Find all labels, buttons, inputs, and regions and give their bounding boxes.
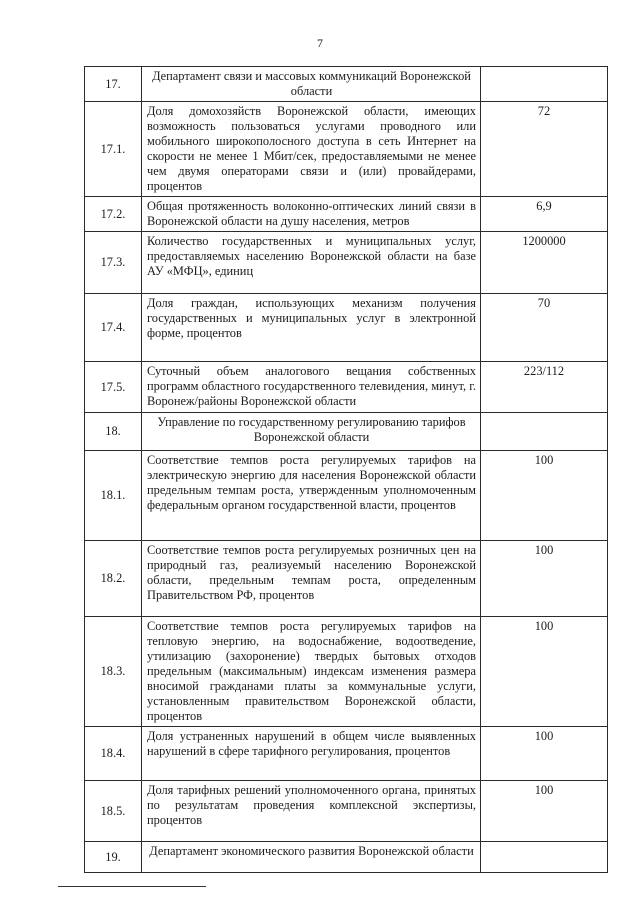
row-value: 1200000 [481, 232, 608, 294]
row-number: 17.5. [85, 362, 142, 413]
row-value: 6,9 [481, 197, 608, 232]
row-text: Управление по государственному регулированию тарифов Воронежской области [142, 413, 481, 451]
table-row [85, 67, 608, 102]
page-number: 7 [317, 36, 323, 50]
table-row [85, 451, 608, 541]
row-text: Доля граждан, использующих механизм получения государственных и муниципальных услуг в электронной форме, процентов [142, 294, 481, 362]
row-text: Соответствие темпов роста регулируемых тарифов на тепловую энергию, на водоснабжение, водоотведение, утилизацию (захоронение) твердых бытовых отходов предельным (максимальным) индексам изменения размера вносимой гражданами платы за коммунальные услуги, установленным правительством Воронежской области, процентов [142, 617, 481, 727]
row-text: Количество государственных и муниципальных услуг, предоставляемых населению Воронежской области на базе АУ «МФЦ», единиц [142, 232, 481, 294]
row-value: 100 [481, 617, 608, 727]
table-row [85, 617, 608, 727]
table-row [85, 362, 608, 413]
row-value [481, 842, 608, 873]
row-text: Суточный объем аналогового вещания собственных программ областного государственного телевидения, минут, г. Воронеж/районы Воронежской области [142, 362, 481, 413]
row-text: Доля устраненных нарушений в общем числе выявленных нарушений в сфере тарифного регулирования, процентов [142, 727, 481, 781]
row-text: Департамент связи и массовых коммуникаций Воронежской области [142, 67, 481, 102]
table-row [85, 727, 608, 781]
row-text: Доля тарифных решений уполномоченного органа, принятых по результатам проведения комплексной экспертизы, процентов [142, 781, 481, 842]
row-number: 18.4. [85, 727, 142, 781]
row-value: 70 [481, 294, 608, 362]
table-row [85, 232, 608, 294]
row-value: 100 [481, 727, 608, 781]
row-value [481, 413, 608, 451]
row-number: 17. [85, 67, 142, 102]
row-value [481, 67, 608, 102]
row-value: 100 [481, 781, 608, 842]
table-row [85, 294, 608, 362]
row-text: Соответствие темпов роста регулируемых тарифов на электрическую энергию для населения Воронежской области предельным темпам роста, утвержденным уполномоченным федеральным органом государственной власти, процентов [142, 451, 481, 541]
row-number: 17.1. [85, 102, 142, 197]
row-number: 18.1. [85, 451, 142, 541]
table-row [85, 781, 608, 842]
row-value: 100 [481, 541, 608, 617]
row-value: 100 [481, 451, 608, 541]
row-number: 18.5. [85, 781, 142, 842]
row-number: 18. [85, 413, 142, 451]
row-text: Доля домохозяйств Воронежской области, имеющих возможность пользоваться услугами проводного или мобильного широкополосного доступа в сеть Интернет на скорости не менее 1 Мбит/сек, предоставляемыми не менее чем двумя операторами связи и (или) провайдерами, процентов [142, 102, 481, 197]
table-row [85, 102, 608, 197]
row-number: 17.3. [85, 232, 142, 294]
row-number: 18.2. [85, 541, 142, 617]
indicators-table [84, 66, 608, 873]
row-number: 17.4. [85, 294, 142, 362]
row-text: Общая протяженность волоконно-оптических линий связи в Воронежской области на душу населения, метров [142, 197, 481, 232]
table-row [85, 197, 608, 232]
footnote-divider [58, 886, 206, 887]
row-number: 19. [85, 842, 142, 873]
row-number: 18.3. [85, 617, 142, 727]
row-value: 72 [481, 102, 608, 197]
row-text: Департамент экономического развития Воронежской области [142, 842, 481, 873]
table-row [85, 413, 608, 451]
table-row [85, 541, 608, 617]
row-value: 223/112 [481, 362, 608, 413]
row-text: Соответствие темпов роста регулируемых розничных цен на природный газ, реализуемый населению Воронежской области, предельным темпам роста, определенным Правительством РФ, процентов [142, 541, 481, 617]
row-number: 17.2. [85, 197, 142, 232]
table-row [85, 842, 608, 873]
